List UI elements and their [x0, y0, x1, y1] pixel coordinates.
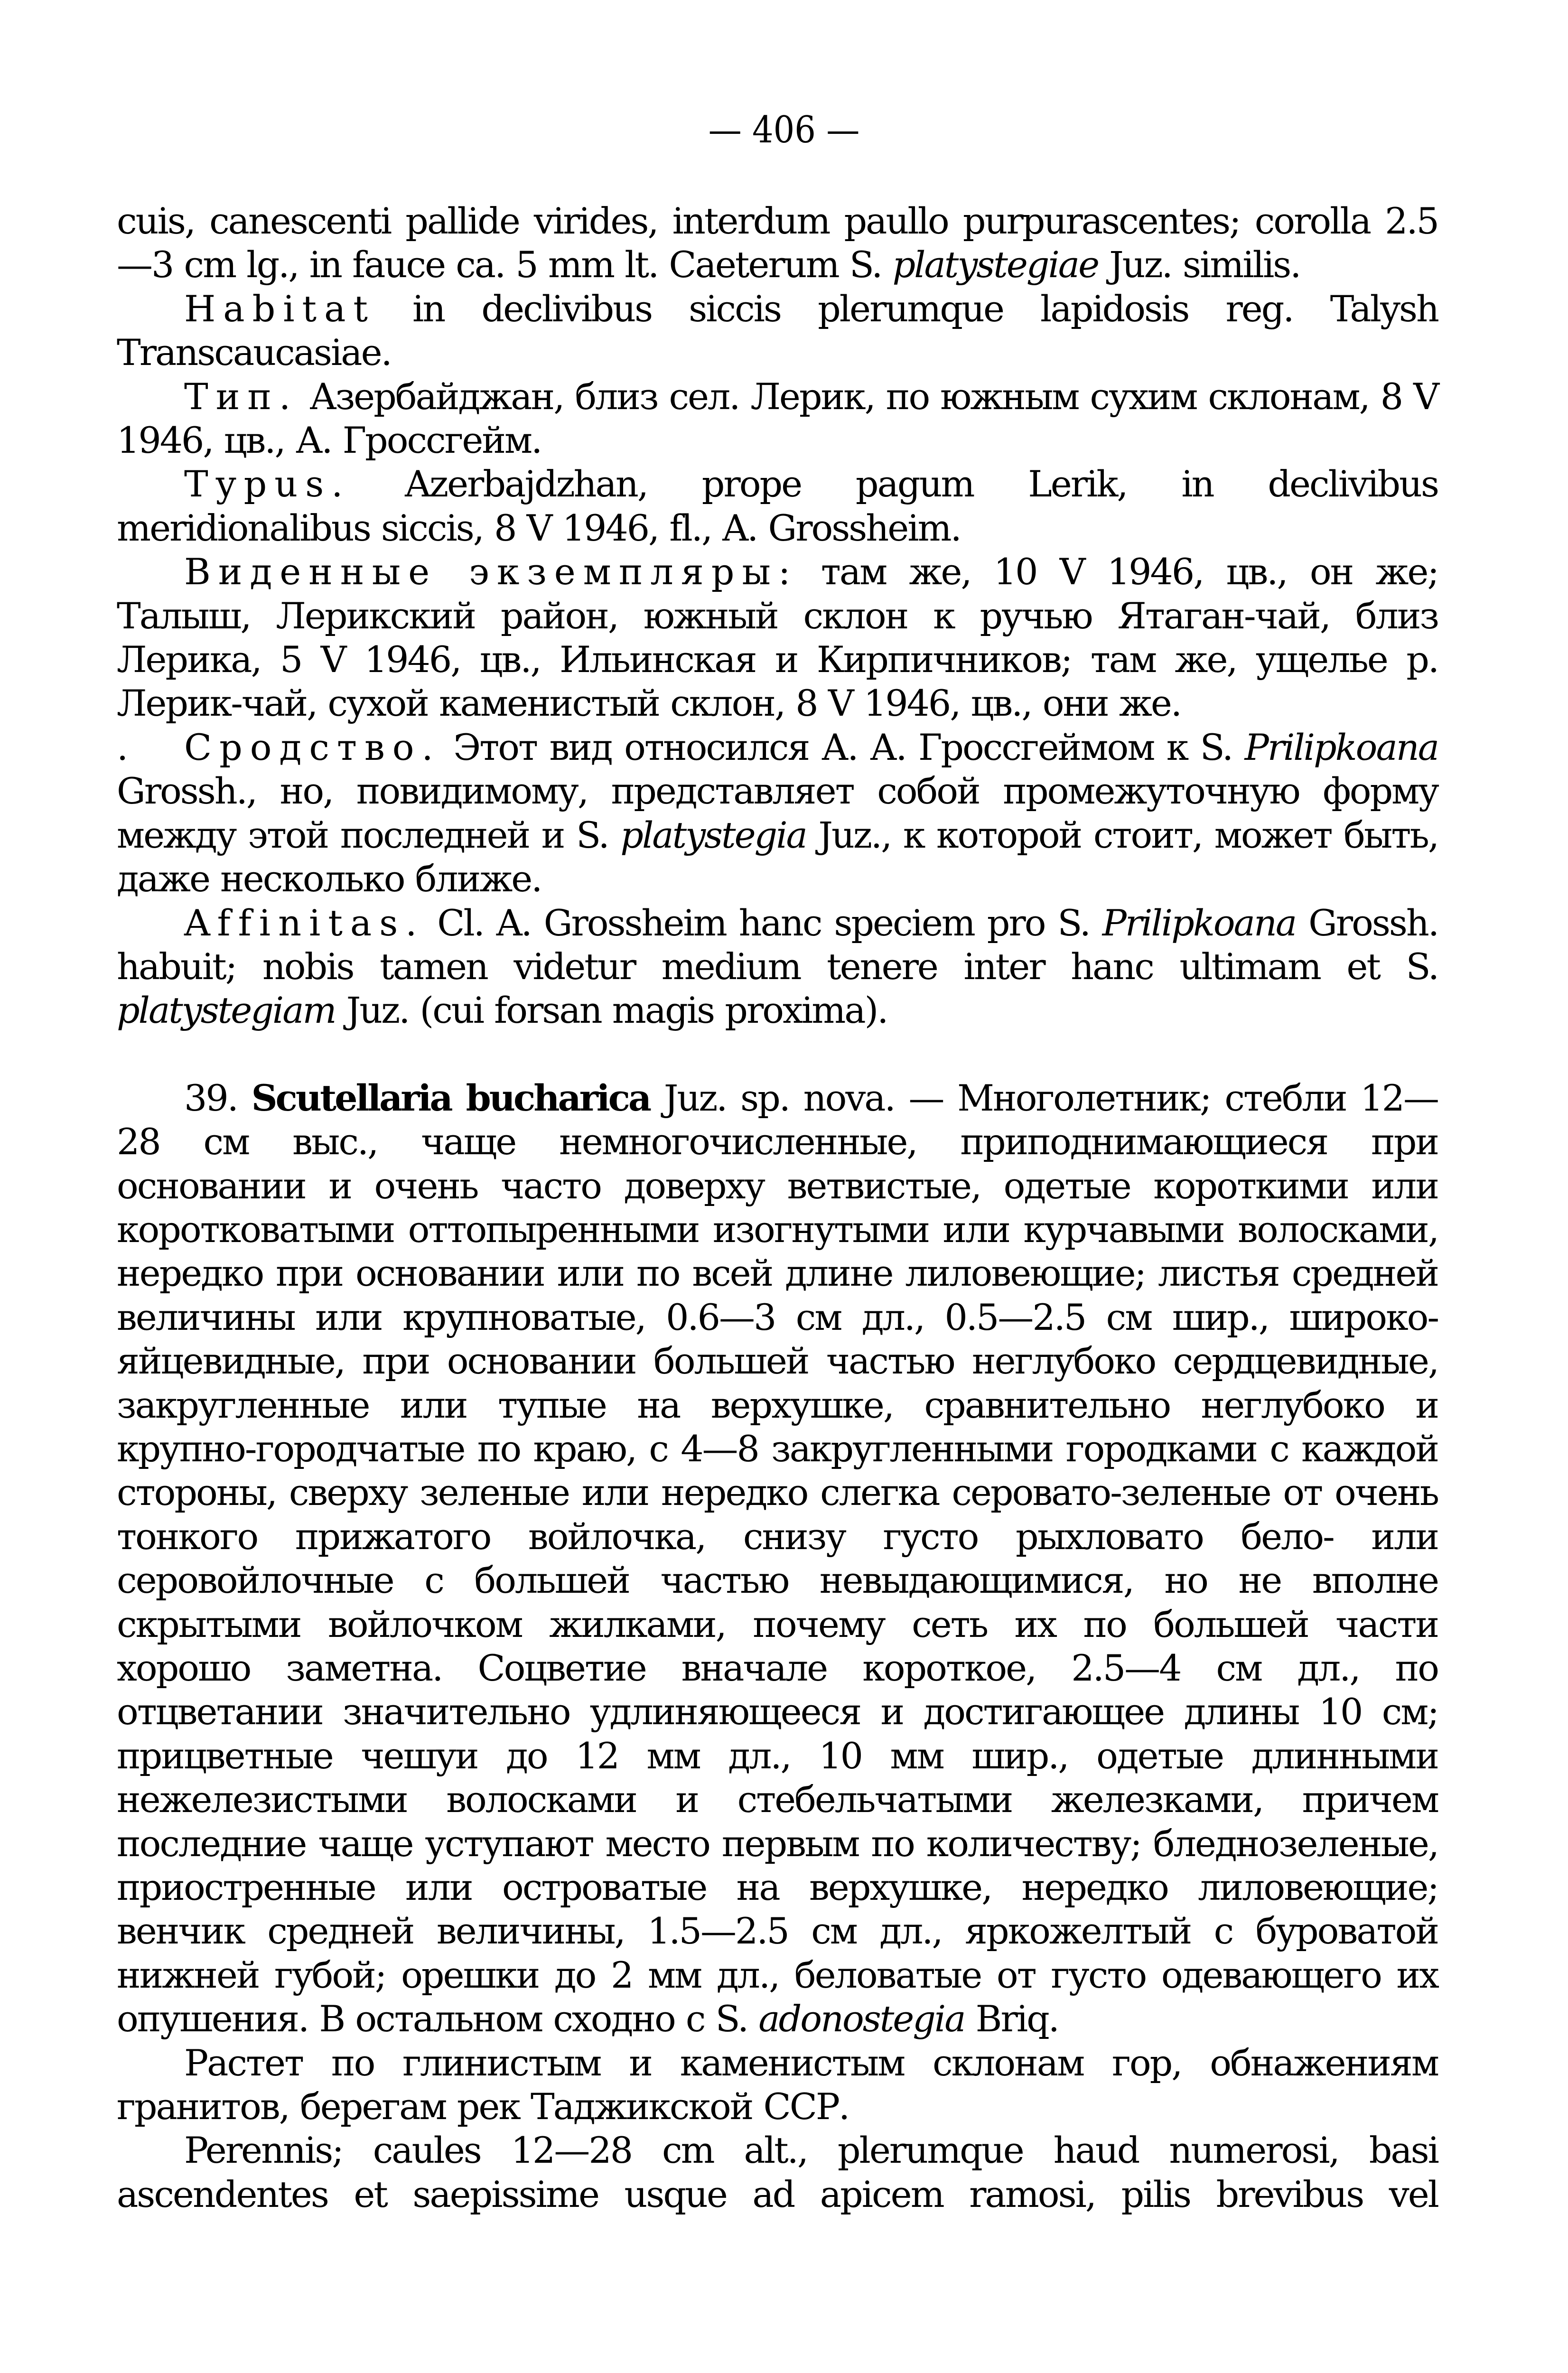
text-run: S. — [715, 1998, 759, 2040]
paragraph-latin-description: Perennis; caules 12—28 cm alt., plerumque haud numerosi, basi ascendentes et saepissime usque ad apicem ramosi, pilis brevibus vel — [117, 2129, 1438, 2215]
section-label: Тип. — [184, 375, 299, 418]
text-run: Juz. sp. nova. — Многолетник; стебли 12—28 см выс., чаще немногочисленные, приподнимающиеся при основании и очень часто доверху ветвистые, одетые короткими или коротковатыми оттопыренными изогнутыми или курчавыми волосками, нередко при основании или по всей длине лиловеющие; листья средней величины или крупноватые, 0.6—3 см дл., 0.5—2.5 см шир., широко-яйцевидные, при основании большей частью неглубоко сердцевидные, закругленные или тупые на верхушке, сравнительно неглубоко и крупно-городчатые по краю, с 4—8 закругленными городками с каждой стороны, сверху зеленые или нередко слегка серовато-зеленые от очень тонкого прижатого войлочка, снизу густо рыхловато бело- или серовойлочные с большей частью невыдающимися, но не вполне скрытыми войлочком жилками, почему сеть их по большей части хорошо заметна. Соцветие вначале короткое, 2.5—4 см дл., по отцветании значительно удлиняющееся и достигающее длины 10 см; прицветные чешуи до 12 мм дл., 10 мм шир., одетые длинными нежелезистыми волосками и стебельчатыми железками, причем последние чаще уступают место первым по количеству; бледнозеленые, приостренные или островатые на верхушке, нередко лиловеющие; венчик средней величины, 1.5—2.5 см дл., яркожелтый с буроватой нижней губой; орешки до 2 мм дл., беловатые от густо одевающего их опушения. В остальном сходно с — [117, 1076, 1438, 2040]
text-run: S. — [1057, 901, 1102, 944]
paragraph-typus — [117, 462, 1438, 550]
species-epithet: platystegiae — [892, 243, 1099, 286]
section-label: Сродство. — [184, 726, 441, 768]
species-number: 39. — [184, 1076, 252, 1119]
species-epithet: adonostegia — [758, 1998, 965, 2040]
text-run: Cl. A. Grossheim hanc speciem pro — [424, 901, 1058, 944]
text-run: Азербайджан, близ сел. Лерик, по южным сухим склонам, 8 V 1946, цв., А. Гроссгейм. — [117, 375, 1438, 462]
paragraph-continuation — [117, 199, 1438, 287]
text-run: Azerbajdzhan, prope pagum Lerik, in declivibus meridionalibus siccis, 8 V 1946, fl., A. Grossheim. — [117, 463, 1438, 549]
text-run: S. — [1406, 945, 1438, 988]
text-run: Этот вид относился А. А. Гроссгеймом к — [440, 726, 1200, 768]
text-run: Juz., к которой стоит, может быть, даже несколько ближе. — [117, 813, 1438, 900]
text-run: S. — [576, 813, 621, 856]
paragraph-habitat — [117, 287, 1438, 375]
section-label: Typus. — [184, 463, 351, 505]
section-label: Habitat — [184, 287, 375, 330]
text-run: in declivibus siccis plerumque lapidosis reg. Talysh Transcaucasiae. — [117, 287, 1438, 374]
species-epithet: platystegia — [620, 813, 806, 856]
section-label: Виденные экземпляры: — [184, 551, 798, 593]
stray-dot: . — [117, 726, 127, 768]
text-run: cuis, canescenti pallide virides, interdum paullo purpurascentes; corolla 2.5—3 cm lg., in fauce ca. 5 mm lt. Caeterum — [117, 200, 1438, 286]
paragraph-tip — [117, 375, 1438, 463]
text-run: Grossh. habuit; nobis tamen videtur medium tenere inter hanc ultimam et — [117, 901, 1438, 988]
paragraph-specimens — [117, 550, 1438, 726]
page-number: — 406 — — [708, 109, 860, 151]
text-run: Juz. (cui forsan magis proxima). — [335, 989, 887, 1032]
text-run: Juz. similis. — [1098, 243, 1300, 286]
paragraph-affinitas — [117, 901, 1438, 1033]
species-epithet: platystegiam — [117, 989, 336, 1032]
species-name: Scutellaria bucharica — [251, 1076, 650, 1119]
species-epithet: Prilipkoana — [1102, 901, 1296, 944]
text-run: S. — [1200, 726, 1245, 768]
text-run: S. — [849, 243, 893, 286]
text-run: там же, 10 V 1946, цв., он же; Талыш, Лерикский район, южный склон к ручью Ятаган-чай, близ Лерика, 5 V 1946, цв., Ильинская и Кирпичников; там же, ущелье р. Лерик-чай, сухой каменистый склон, 8 V 1946, цв., они же. — [117, 551, 1438, 725]
paragraph-species-39 — [117, 1076, 1438, 2041]
text-run: Grossh., но, повидимому, представляет собой промежуточную форму между этой последней и — [117, 770, 1438, 856]
text-run: Briq. — [964, 1998, 1058, 2040]
species-epithet: Prilipkoana — [1244, 726, 1438, 768]
section-label: Affinitas. — [184, 901, 425, 944]
page-body — [117, 199, 1438, 2216]
paragraph-affinity-ru — [117, 726, 1438, 901]
paragraph-habitat-ru: Растет по глинистым и каменистым склонам гор, обнажениям гранитов, берегам рек Таджикской ССР. — [117, 2041, 1438, 2128]
